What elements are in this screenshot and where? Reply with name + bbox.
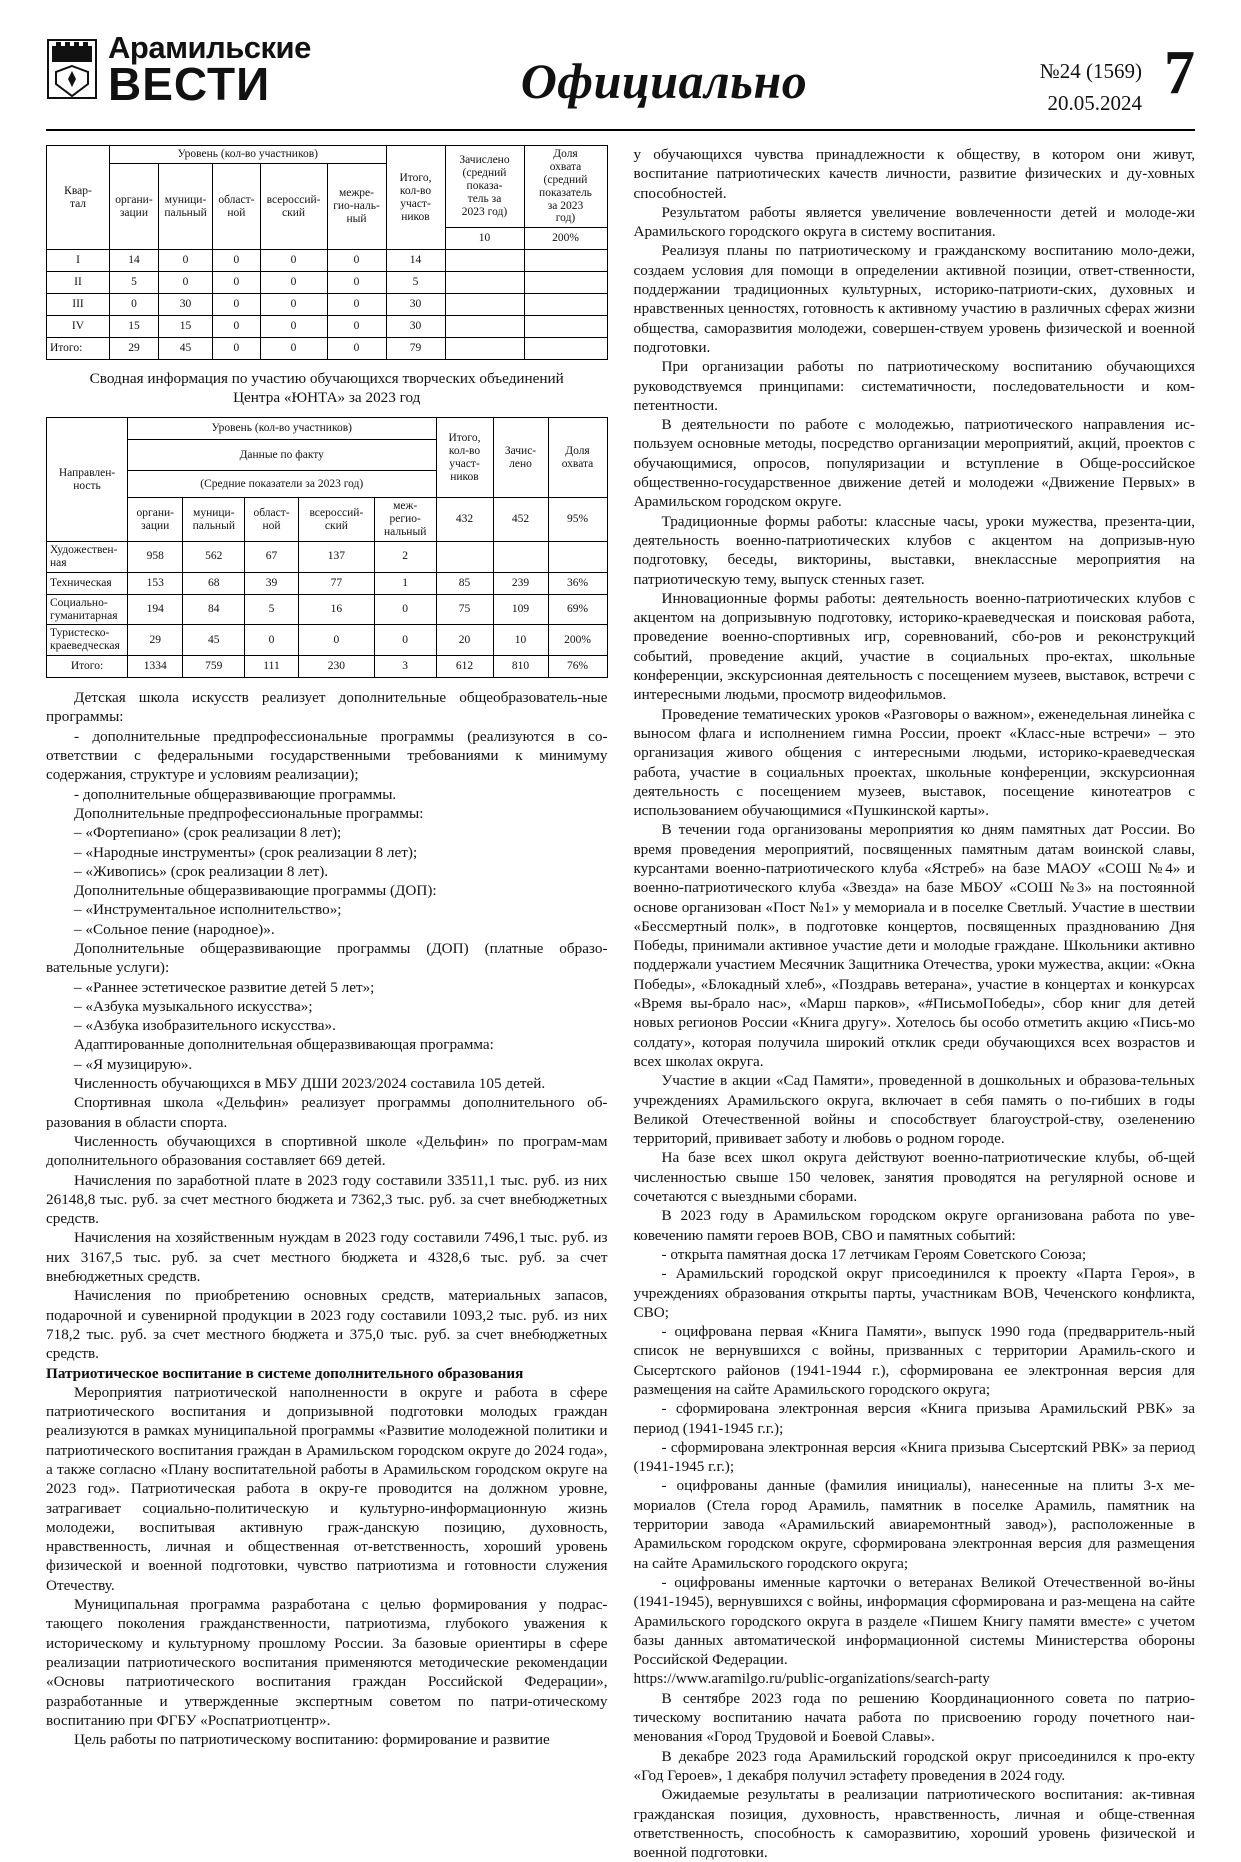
cell: 0 [298, 625, 374, 656]
header-napravlennost: Направлен- ность [47, 418, 128, 542]
cell: Техническая [47, 572, 128, 594]
cell: 0 [327, 316, 386, 338]
list-item: - оцифрованы именные карточки о ветеранах Великой Отечественной во-йны (1941-1945), вернувшихся с войны, информация сформирована и раз-мещена на сайте Арамильского городского округа в разделе «Пишем Книгу памяти вместе» с учетом базы данных автоматической информационной системы Министерства обороны Российской Федерации. [633, 1573, 1195, 1669]
cell: 14 [110, 250, 159, 272]
cell: 29 [110, 338, 159, 360]
cell: 810 [493, 656, 548, 678]
table-row [47, 418, 608, 440]
logo-line-1: Арамильские [108, 30, 311, 65]
paragraph: Численность обучающихся в спортивной школе «Дельфин» по програм-мам дополнительного образования составляет 669 детей. [46, 1132, 608, 1170]
cell: 0 [213, 250, 260, 272]
cell: 39 [245, 572, 299, 594]
cell: 15 [110, 316, 159, 338]
header-sub-mezh: меж- регио- нальный [374, 498, 436, 542]
paragraph: Традиционные формы работы: классные часы, уроки мужества, презента-ции, деятельность военно-патриотических клубов с акцентом на допризыв-ную подготовку, беседы, викторины, выставки, внеклассные мероприятия на патриотическую тему, выпуск стенных газет. [633, 512, 1195, 588]
cell: 200% [548, 625, 607, 656]
header-dannye: Данные по факту [128, 440, 437, 471]
cell: 5 [386, 272, 445, 294]
table-row [47, 146, 608, 164]
header-sub-org: органи- зации [128, 498, 183, 542]
cell: 0 [213, 316, 260, 338]
cell: 0 [213, 294, 260, 316]
paragraph: – «Живопись» (срок реализации 8 лет). [74, 862, 329, 880]
cell [524, 272, 607, 294]
cell: 5 [245, 594, 299, 625]
list-item: - Арамильский городской округ присоединился к проекту «Парта Героя», в учреждениях образования открыты парты, участникам ВОВ, Чеченского конфликта, СВО; [633, 1265, 1195, 1321]
table-row [47, 656, 608, 678]
page-number: 7 [1164, 39, 1195, 107]
cell: 77 [298, 572, 374, 594]
cell: 2 [374, 541, 436, 572]
cell [445, 272, 524, 294]
cell: 10 [493, 625, 548, 656]
paragraph: В 2023 году в Арамильском городском округе организована работа по уве-ковечению памяти героев ВОВ, СВО и памятных событий: [633, 1207, 1195, 1244]
cell: 67 [245, 541, 299, 572]
table-row [47, 250, 608, 272]
cell [445, 250, 524, 272]
header-sub-vse: всероссий- ский [298, 498, 374, 542]
cell: 45 [183, 625, 245, 656]
cell: 612 [436, 656, 493, 678]
cell [493, 541, 548, 572]
table-row [47, 316, 608, 338]
paragraph: - дополнительные предпрофессиональные программы (реализуются в со-ответствии с федеральными государственными требованиями к минимуму содержания, структуре и условиям реализации); [46, 727, 608, 784]
paragraph: Начисления на хозяйственным нуждам в 2023 году составили 7496,1 тыс. руб. из них 3167,5 тыс. руб. за счет местного бюджета и 4328,6 тыс. руб. за счет внебюджетных средств. [46, 1229, 608, 1286]
paragraph: Цель работы по патриотическому воспитанию: формирование и развитие [74, 1731, 550, 1749]
cell: 29 [128, 625, 183, 656]
paragraph: Результатом работы является увеличение вовлеченности детей и молоде-жи Арамильского городского округа в систему воспитания. [633, 203, 1195, 241]
cell [524, 250, 607, 272]
cell: Социально- гуманитарная [47, 594, 128, 625]
cell: 137 [298, 541, 374, 572]
cell [436, 541, 493, 572]
cell: 45 [158, 338, 212, 360]
cell: 0 [213, 338, 260, 360]
caption-line-2: Центра «ЮНТА» за 2023 год [233, 389, 421, 407]
paragraph: Дополнительные общеразвивающие программы (ДОП) (платные образо-вательные услуги): [46, 939, 608, 977]
paragraph: – «Азбука музыкального искусства»; [74, 997, 313, 1015]
cell: 958 [128, 541, 183, 572]
cell: 0 [260, 294, 327, 316]
paragraph: Детская школа искусств реализует дополнительные общеобразователь-ные программы: [46, 689, 608, 726]
header-sub-mezh: межре- гио-наль- ный [327, 163, 386, 249]
header-kvartal: Квар- тал [47, 146, 110, 250]
cell: 79 [386, 338, 445, 360]
cell-dolya-top: 95% [548, 498, 607, 542]
header-zachisleno: Зачис- лено [493, 418, 548, 498]
cell [445, 294, 524, 316]
paragraph: – «Сольное пение (народное)». [74, 920, 275, 938]
paragraph: – «Народные инструменты» (срок реализации 8 лет); [74, 843, 418, 861]
cell: 0 [245, 625, 299, 656]
cell: 0 [327, 338, 386, 360]
paragraph: Муниципальная программа разработана с целью формирования у подрас-тающего поколения гражданственности, патриотизма, глубокого уважения к историческому и культурному прошлому России. За базовые ориентиры в сфере реализации патриотического воспитания применяются методические рекомендации «Основы патриотического воспитания граждан Российской Федерации», разработанные и утвержденные экспертным советом по патри-отическому воспитанию при ФГБУ «Роспатриотцентр». [46, 1596, 608, 1729]
paragraph: Инновационные формы работы: деятельность военно-патриотических клубов с акцентом на допризывную подготовку, историко-краеведческая и поисковая работа, проведение военно-спортивных игр, соревнований, сбо-ров и реконструкций событий, проведение акций, участие в социальных про-ектах, школьные конференции, экскурсионная деятельность с посещением музеев, выставок, встречи с интересными людьми, просмотр видеофильмов. [633, 589, 1195, 704]
paragraph: Ожидаемые результаты в реализации патриотического воспитания: ак-тивная гражданская позиция, духовность, нравственность, личная и обще-ственная ответственность, способность к саморазвитию, хороший уровень физической и военной подготовки. [633, 1786, 1195, 1862]
issue-date: 20.05.2024 [1047, 90, 1142, 115]
cell: 0 [260, 272, 327, 294]
caption-line-1: Сводная информация по участию обучающихся творческих объединений [89, 370, 564, 388]
list-item: - сформирована электронная версия «Книга призыва Сысертский РВК» за период (1941-1945 г.г.); [633, 1438, 1195, 1476]
newspaper-logo [46, 30, 376, 110]
table-row [47, 294, 608, 316]
external-link[interactable]: https://www.aramilgo.ru/public-organizations/search-party [633, 1670, 990, 1688]
cell [445, 316, 524, 338]
paragraph: Реализуя планы по патриотическому и гражданскому воспитанию моло-дежи, создаем условия для помощи в определении активной позиции, ответ-ственности, поддержании традиционных культурных, историко-патриоти-ских, духовных и нравственных ценностях, готовность к активному участию в различных сферах жизни общества, саморазвития молодежи, совершен-ствуем уровень физической и военной подготовки. [633, 242, 1195, 356]
header-sub-mun: муници- пальный [158, 163, 212, 249]
list-item: - сформирована электронная версия «Книга призыва Арамильский РВК» за период (1941-1945 г.г.); [633, 1400, 1195, 1437]
cell-dolya-top: 200% [524, 228, 607, 250]
header-dolya: Доля охвата [548, 418, 607, 498]
cell: 0 [374, 594, 436, 625]
cell: 562 [183, 541, 245, 572]
cell: 230 [298, 656, 374, 678]
list-item: - оцифрована первая «Книга Памяти», выпуск 1990 года (предварритель-ный список не вернувшихся с войны, призванных с территории Арамиль-ского и Сысертского районов (1941-1944 г.), сформирована ее электронная версия для размещения на сайте Арамильского городского округа; [633, 1323, 1195, 1398]
cell: 0 [327, 294, 386, 316]
cell: 15 [158, 316, 212, 338]
cell [524, 316, 607, 338]
paragraph: Начисления по приобретению основных средств, материальных запасов, подарочной и сувенирной продукции в 2023 году составили 1093,2 тыс. руб. из них 718,2 тыс. руб. за счет местного бюджета и 375,0 тыс. руб. за счет внебюджетных средств. [46, 1287, 608, 1363]
cell: IV [47, 316, 110, 338]
cell: 0 [374, 625, 436, 656]
cell: 0 [260, 250, 327, 272]
header-sub-obl: област- ной [245, 498, 299, 542]
header-itogo: Итого, кол-во участ- ников [386, 146, 445, 250]
paragraph: В декабре 2023 года Арамильский городской округ присоединился к про-екту «Год Героев», 1 декабря получил эстафету проведения в 2024 году. [633, 1747, 1195, 1784]
header-sub-mun: муници- пальный [183, 498, 245, 542]
paragraph: у обучающихся чувства принадлежности к обществу, в котором они живут, воспитание патриотических качеств личности, развитие физических и ду-ховных способностей. [633, 146, 1195, 202]
header-itogo: Итого, кол-во участ- ников [436, 418, 493, 498]
cell: Художествен- ная [47, 541, 128, 572]
paragraph: – «Фортепиано» (срок реализации 8 лет); [74, 824, 342, 842]
coat-of-arms-icon [46, 38, 98, 100]
cell: 16 [298, 594, 374, 625]
list-item: - открыта памятная доска 17 летчикам Героям Советского Союза; [661, 1245, 1087, 1263]
paragraph: На базе всех школ округа действуют военно-патриотические клубы, об-щей численностью свыше 150 человек, занятия проводятся на регулярной основе и сочетаются с выездными сборами. [633, 1149, 1195, 1206]
cell: 0 [260, 338, 327, 360]
table-row [47, 594, 608, 625]
paragraph: Мероприятия патриотической наполненности в округе и работа в сфере патриотического воспитания и допризывной подготовки молодых граждан реализуются в рамках муниципальной программы «Развитие молодежной политики и патриотического воспитания граждан в Арамильском городском округе до 2024 года», а также согласно «Плану воспитательной работы в Арамильском городском округе на 2023 год». Патриотическая работа в окру-ге проводится на должном уровне, затрагивает социально-политическую и культурно-информационную жизнь молодежи, воспитывая активную граж-данскую позицию, духовность, нравственность, личная и общественная от-ветственность, хороший уровень физической и военной подготовки, чувство патриотизма и готовности служения Отечеству. [46, 1383, 608, 1594]
cell: 85 [436, 572, 493, 594]
cell: 75 [436, 594, 493, 625]
header-zachisleno: Зачислено (средний показа- тель за 2023 год) [445, 146, 524, 228]
cell: 111 [245, 656, 299, 678]
header-sub-vse: всероссий- ский [260, 163, 327, 249]
cell: 20 [436, 625, 493, 656]
header-sub-org: органи- зации [110, 163, 159, 249]
paragraph: В течении года организованы мероприятия ко дням памятных дат России. Во время проведения мероприятий, посвященных памятным датам воинской славы, курсантами военно-патриотического клуба «Ястреб» на базе МАОУ «СОШ №4» и военно-патриотического клуба «Звезда» на базе МБОУ «СОШ №3» на постоянной основе организован «Пост №1» у мемориала и в поселке Светлый. Участие в шествии «Бессмертный полк», в подготовке концертов, посвященных празднованию Дня Победы, принимали активное участие дети и молодые граждане. Школьники активно поддержали участием Месячник Защитника Отечества, уроки мужества, акции: «Окна Победы», «Блокадный хлеб», «Поздравь ветерана», участие в концертах и конкурсах «Время вы-брало нас», «Марш парков», «#ПисьмоПобеды», сбор книг для детей новых регионов России «Книга другу». Хотелось бы особо отметить акцию «Пись-мо солдату», которая получила широкий отклик среди обучающихся всех возрастов и всех школах округа. [633, 821, 1195, 1070]
list-item: - оцифрованы данные (фамилия инициалы), нанесенные на плиты 3-х ме-мориалов (Стела город Арамиль, памятник в поселке Арамиль, памятник на территории завода «Арамильский авиаремонтный завод»), расположенные в Арамильском городском округе, сформирована электронная версия для размещения на сайте Арамильского городского округа; [633, 1477, 1195, 1572]
cell: 0 [327, 272, 386, 294]
paragraph: – «Я музицирую». [74, 1055, 193, 1073]
paragraph: Численность обучающихся в МБУ ДШИ 2023/2024 составила 105 детей. [74, 1075, 546, 1093]
cell: 0 [158, 250, 212, 272]
cell: 194 [128, 594, 183, 625]
paragraph: В деятельности по работе с молодежью, патриотического направления ис-пользуем основные методы, посредство организации мероприятий, акций, проектов с обучающимися, опросов, популяризации и вступление в Обще-российское общественно-государственное движение детей и молодежи «Движение Первых» в Арамильском городском округе. [633, 416, 1195, 511]
paragraph: Дополнительные предпрофессиональные программы: [74, 804, 424, 822]
left-column [46, 145, 608, 1862]
table-row [47, 338, 608, 360]
header-uroven: Уровень (кол-во участников) [110, 146, 387, 164]
cell: 68 [183, 572, 245, 594]
masthead [46, 30, 1195, 131]
header-sub-obl: област- ной [213, 163, 260, 249]
paragraph: Адаптированные дополнительная общеразвивающая программа: [74, 1036, 494, 1054]
cell: 0 [110, 294, 159, 316]
cell: 3 [374, 656, 436, 678]
paragraph: Дополнительные общеразвивающие программы (ДОП): [74, 882, 437, 900]
cell: 30 [386, 294, 445, 316]
cell-zachisleno-top: 10 [445, 228, 524, 250]
table-yunta-summary [46, 417, 608, 678]
cell: 0 [158, 272, 212, 294]
paragraph: – «Раннее эстетическое развитие детей 5 лет»; [74, 978, 375, 996]
cell: I [47, 250, 110, 272]
cell: 30 [386, 316, 445, 338]
cell [524, 294, 607, 316]
cell: Итого: [47, 338, 110, 360]
table-row [47, 498, 608, 542]
paragraph: В сентябре 2023 года по решению Координационного совета по патрио-тическому воспитанию начата работа по присвоению городу почетного наи-менования «Город Трудовой и Боевой Славы». [633, 1689, 1195, 1746]
page-body [46, 145, 1195, 1862]
header-dolya: Доля охвата (средний показатель за 2023 год) [524, 146, 607, 228]
cell: 0 [213, 272, 260, 294]
table-row [47, 625, 608, 656]
paragraph: Участие в акции «Сад Памяти», проведенной в дошкольных и образова-тельных учреждениях Арамильского округа, включает в себя память о по-гибших в годы Великой Отечественной войны и способствует благоустрой-ству, озеленению территорий, прививает заботу и любовь о родном городе. [633, 1072, 1195, 1148]
cell: 30 [158, 294, 212, 316]
cell: 239 [493, 572, 548, 594]
cell: 153 [128, 572, 183, 594]
cell: II [47, 272, 110, 294]
cell: 759 [183, 656, 245, 678]
table-row [47, 272, 608, 294]
paragraph: – «Инструментальное исполнительство»; [74, 901, 342, 919]
cell: 76% [548, 656, 607, 678]
cell [445, 338, 524, 360]
cell-itogo-top: 432 [436, 498, 493, 542]
cell: III [47, 294, 110, 316]
cell: 14 [386, 250, 445, 272]
table-row [47, 541, 608, 572]
section-title: Официально [520, 53, 808, 109]
section-heading: Патриотическое воспитание в системе дополнительного образования [46, 1364, 524, 1382]
cell-zachisleno-top: 452 [493, 498, 548, 542]
cell: 5 [110, 272, 159, 294]
paragraph: – «Азбука изобразительного искусства». [74, 1017, 336, 1035]
issue-number: №24 (1569) [1039, 59, 1142, 83]
cell [524, 338, 607, 360]
cell: 84 [183, 594, 245, 625]
paragraph: Начисления по заработной плате в 2023 году составили 33511,1 тыс. руб. из них 26148,8 тыс. руб. за счет местного бюджета и 7362,3 тыс. руб. за счет внебюджетных средств. [46, 1171, 608, 1228]
logo-line-2: ВЕСТИ [108, 57, 271, 110]
table-quarterly-participation [46, 145, 608, 360]
cell: 0 [260, 316, 327, 338]
right-column [634, 145, 1196, 1862]
issue-info [952, 34, 1142, 119]
cell [548, 541, 607, 572]
table2-caption [46, 369, 608, 407]
cell: 1 [374, 572, 436, 594]
table-row [47, 572, 608, 594]
paragraph: Спортивная школа «Дельфин» реализует программы дополнительного об-разования в области спорта. [46, 1094, 608, 1131]
cell: 0 [327, 250, 386, 272]
cell: 69% [548, 594, 607, 625]
cell: 1334 [128, 656, 183, 678]
paragraph: Проведение тематических уроков «Разговоры о важном», еженедельная линейка с выносом флага и исполнением гимна России, проект «Класс-ные встречи» – это организация живого общения с интересными людьми, историко-краеведческая работа, участие в социальных проектах, школьные конференции, экскурсионная деятельность с посещением музеев, выставок, посещение кинотеатров с использованием обучающимися «Пушкинской карты». [633, 705, 1195, 820]
cell: 109 [493, 594, 548, 625]
header-uroven: Уровень (кол-во участников) [128, 418, 437, 440]
logo-wordmark [108, 30, 311, 110]
cell: 36% [548, 572, 607, 594]
paragraph: При организации работы по патриотическому воспитанию обучающихся руководствуемся принципами: систематичности, последовательности и ком-петентности. [633, 358, 1195, 414]
header-srednie: (Средние показатели за 2023 год) [128, 471, 437, 498]
paragraph: - дополнительные общеразвивающие программы. [74, 785, 397, 803]
cell: Итого: [47, 656, 128, 678]
cell: Туристеско- краеведческая [47, 625, 128, 656]
